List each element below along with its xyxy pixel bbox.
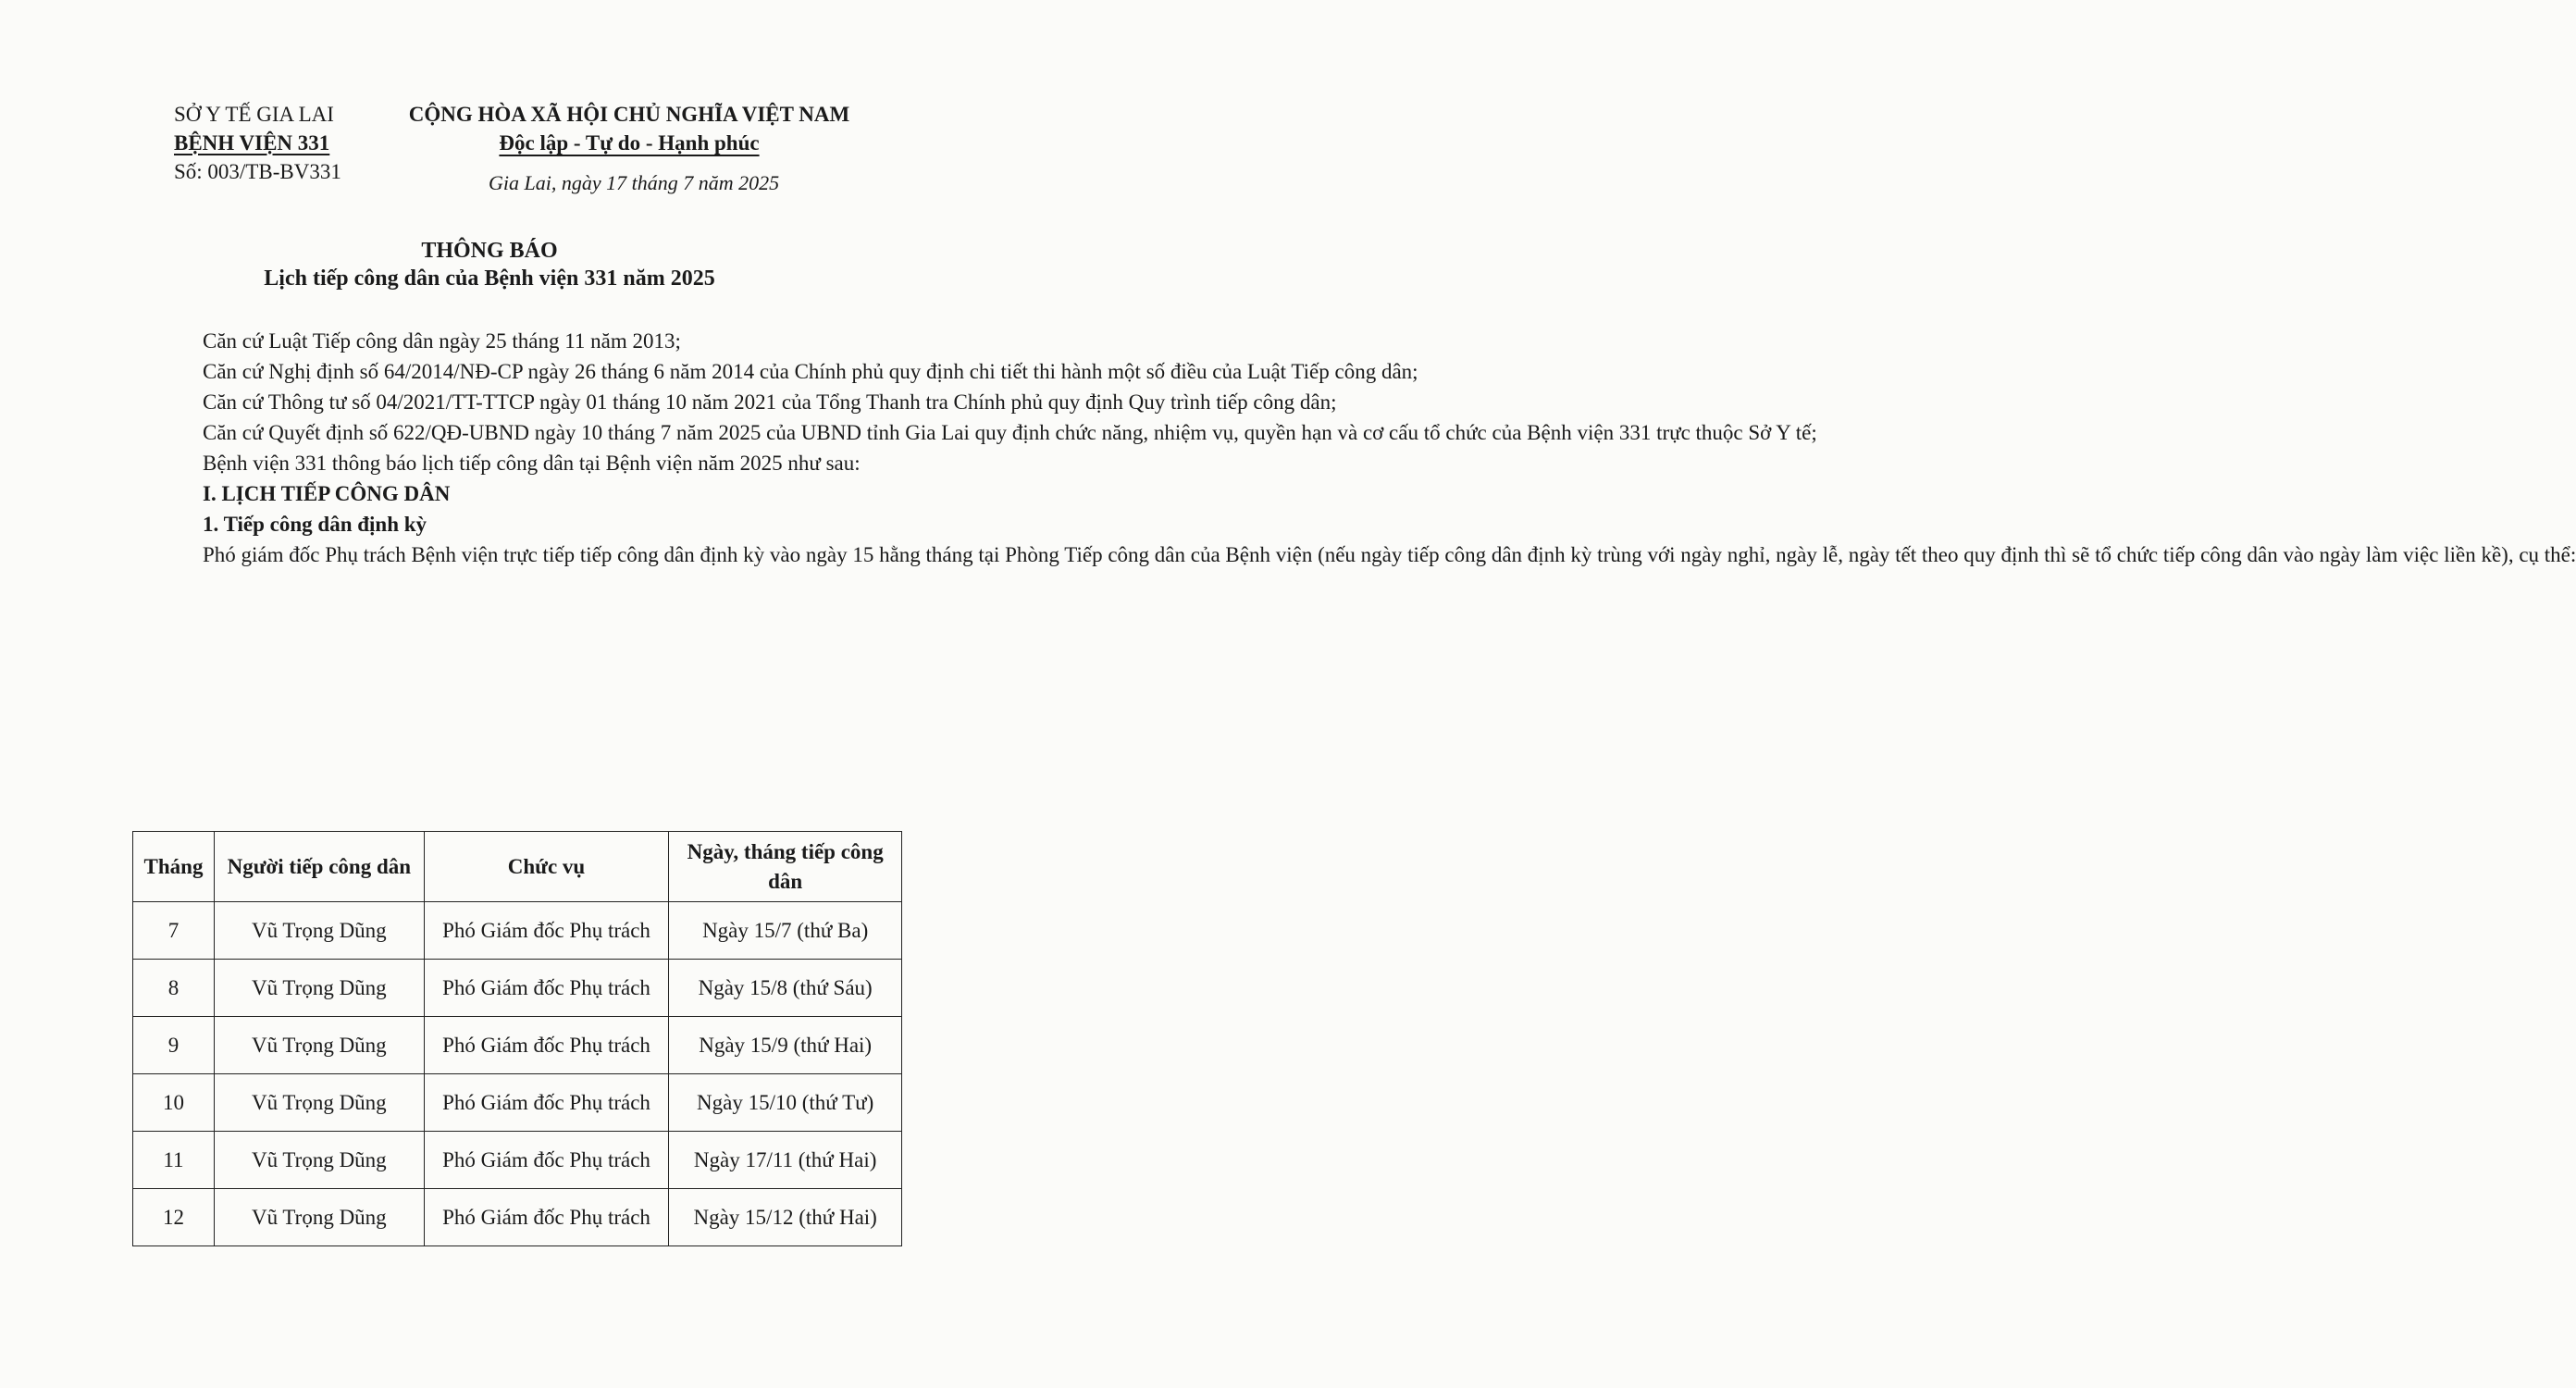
cell-receiver: Vũ Trọng Dũng: [214, 1189, 424, 1246]
header-right: [407, 100, 851, 157]
cell-receiver: Vũ Trọng Dũng: [214, 902, 424, 960]
document-title: THÔNG BÁO: [421, 239, 558, 263]
legal-basis-paragraph: Căn cứ Thông tư số 04/2021/TT-TTCP ngày 01 tháng 10 năm 2021 của Tổng Thanh tra Chính phủ quy định Quy trình tiếp công dân;: [203, 390, 1337, 414]
cell-month: 8: [133, 960, 215, 1017]
agency-name: SỞ Y TẾ GIA LAI: [174, 103, 334, 126]
table-row: [133, 960, 902, 1017]
cell-position: Phó Giám đốc Phụ trách: [424, 1132, 669, 1189]
table-row: [133, 1074, 902, 1132]
cell-position: Phó Giám đốc Phụ trách: [424, 1017, 669, 1074]
cell-date: Ngày 15/7 (thứ Ba): [669, 902, 902, 960]
cell-date: Ngày 17/11 (thứ Hai): [669, 1132, 902, 1189]
table-header-row: [133, 832, 902, 902]
cell-date: Ngày 15/9 (thứ Hai): [669, 1017, 902, 1074]
cell-position: Phó Giám đốc Phụ trách: [424, 960, 669, 1017]
cell-date: Ngày 15/8 (thứ Sáu): [669, 960, 902, 1017]
unit-name: BỆNH VIỆN 331: [174, 131, 330, 155]
section-heading: I. LỊCH TIẾP CÔNG DÂN: [203, 482, 451, 505]
header-receiver: Người tiếp công dân: [214, 832, 424, 902]
country-name: CỘNG HÒA XÃ HỘI CHỦ NGHĨA VIỆT NAM: [408, 103, 850, 126]
cell-month: 9: [133, 1017, 215, 1074]
cell-position: Phó Giám đốc Phụ trách: [424, 902, 669, 960]
cell-date: Ngày 15/12 (thứ Hai): [669, 1189, 902, 1246]
header-position: Chức vụ: [424, 832, 669, 902]
cell-receiver: Vũ Trọng Dũng: [214, 960, 424, 1017]
schedule-table: [132, 831, 902, 1246]
cell-date: Ngày 15/10 (thứ Tư): [669, 1074, 902, 1132]
cell-month: 7: [133, 902, 215, 960]
header-date: Ngày, tháng tiếp công dân: [669, 832, 902, 902]
legal-basis-paragraph: Căn cứ Quyết định số 622/QĐ-UBND ngày 10 tháng 7 năm 2025 của UBND tỉnh Gia Lai quy định chức năng, nhiệm vụ, quyền hạn và cơ cấu tổ chức của Bệnh viện 331 trực thuộc Sở Y tế;: [203, 421, 1817, 444]
header-left: [174, 100, 341, 186]
table-row: [133, 1017, 902, 1074]
table-row: [133, 1189, 902, 1246]
header-month: Tháng: [133, 832, 215, 902]
cell-receiver: Vũ Trọng Dũng: [214, 1132, 424, 1189]
table-row: [133, 902, 902, 960]
document-subtitle: Lịch tiếp công dân của Bệnh viện 331 năm 2025: [264, 266, 715, 291]
table-row: [133, 1132, 902, 1189]
document-number: Số: 003/TB-BV331: [174, 160, 341, 183]
cell-month: 11: [133, 1132, 215, 1189]
schedule-description: Phó giám đốc Phụ trách Bệnh viện trực tiếp tiếp công dân định kỳ vào ngày 15 hằng tháng tại Phòng Tiếp công dân của Bệnh viện (nếu ngày tiếp công dân định kỳ trùng với ngày nghỉ, ngày lễ, ngày tết theo quy định thì sẽ tổ chức tiếp công dân vào ngày làm việc liền kề), cụ thể:: [203, 543, 2576, 566]
cell-receiver: Vũ Trọng Dũng: [214, 1017, 424, 1074]
cell-month: 10: [133, 1074, 215, 1132]
cell-position: Phó Giám đốc Phụ trách: [424, 1074, 669, 1132]
cell-receiver: Vũ Trọng Dũng: [214, 1074, 424, 1132]
subsection-heading: 1. Tiếp công dân định kỳ: [203, 513, 427, 536]
cell-position: Phó Giám đốc Phụ trách: [424, 1189, 669, 1246]
intro-paragraph: Bệnh viện 331 thông báo lịch tiếp công dân tại Bệnh viện năm 2025 như sau:: [203, 452, 861, 475]
legal-basis-paragraph: Căn cứ Nghị định số 64/2014/NĐ-CP ngày 26 tháng 6 năm 2014 của Chính phủ quy định chi tiết thi hành một số điều của Luật Tiếp công dân;: [203, 360, 1418, 383]
legal-basis-paragraph: Căn cứ Luật Tiếp công dân ngày 25 tháng 11 năm 2013;: [203, 329, 681, 353]
national-motto: Độc lập - Tự do - Hạnh phúc: [499, 131, 760, 155]
document-date: Gia Lai, ngày 17 tháng 7 năm 2025: [489, 171, 780, 194]
document-body: [144, 326, 2576, 570]
cell-month: 12: [133, 1189, 215, 1246]
